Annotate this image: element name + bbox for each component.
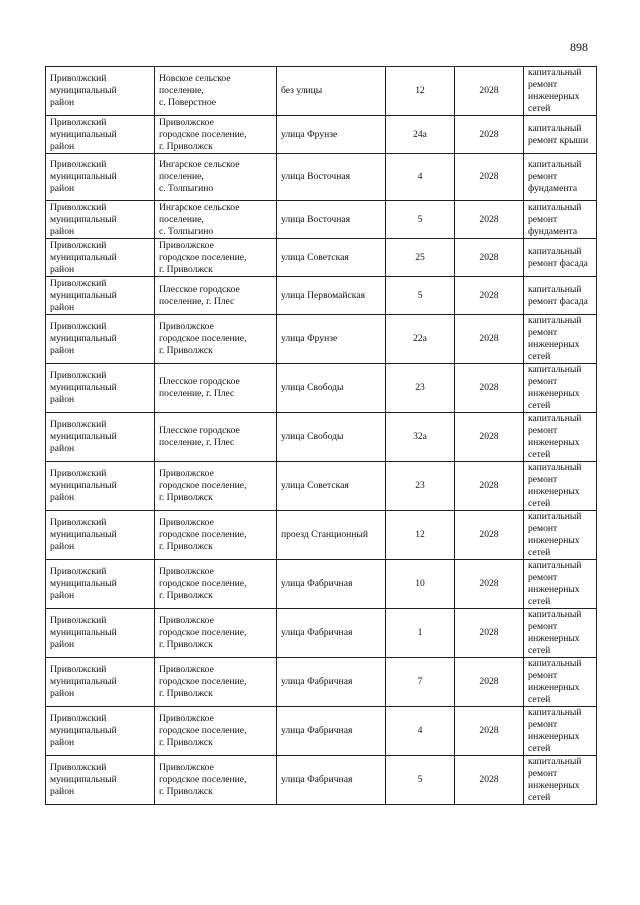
- settlement-cell: Приволжское городское поселение, г. Приволжск: [155, 511, 277, 560]
- table-row: [46, 462, 597, 511]
- street-cell: улица Советская: [277, 462, 386, 511]
- work-type-cell: капитальный ремонт фасада: [524, 277, 597, 315]
- year-cell: 2028: [455, 277, 524, 315]
- street-cell: улица Восточная: [277, 201, 386, 239]
- settlement-cell: Приволжское городское поселение, г. Приволжск: [155, 609, 277, 658]
- year-cell: 2028: [455, 413, 524, 462]
- house-number-cell: 5: [386, 756, 455, 805]
- work-type-cell: капитальный ремонт инженерных сетей: [524, 364, 597, 413]
- house-number-cell: 12: [386, 511, 455, 560]
- district-cell: Приволжский муниципальный район: [46, 413, 155, 462]
- work-type-cell: капитальный ремонт инженерных сетей: [524, 560, 597, 609]
- settlement-cell: Приволжское городское поселение, г. Приволжск: [155, 116, 277, 154]
- house-number-cell: 22а: [386, 315, 455, 364]
- house-number-cell: 5: [386, 277, 455, 315]
- table-row: [46, 116, 597, 154]
- year-cell: 2028: [455, 315, 524, 364]
- settlement-cell: Приволжское городское поселение, г. Приволжск: [155, 756, 277, 805]
- year-cell: 2028: [455, 756, 524, 805]
- house-number-cell: 32а: [386, 413, 455, 462]
- house-number-cell: 7: [386, 658, 455, 707]
- settlement-cell: Приволжское городское поселение, г. Приволжск: [155, 239, 277, 277]
- table-row: [46, 560, 597, 609]
- street-cell: проезд Станционный: [277, 511, 386, 560]
- street-cell: улица Свободы: [277, 364, 386, 413]
- table-row: [46, 413, 597, 462]
- street-cell: улица Советская: [277, 239, 386, 277]
- page-number: 898: [570, 40, 588, 54]
- year-cell: 2028: [455, 658, 524, 707]
- year-cell: 2028: [455, 511, 524, 560]
- work-type-cell: капитальный ремонт крыши: [524, 116, 597, 154]
- settlement-cell: Приволжское городское поселение, г. Приволжск: [155, 707, 277, 756]
- settlement-cell: Ингарское сельское поселение, с. Толпыгино: [155, 154, 277, 201]
- street-cell: улица Фабричная: [277, 707, 386, 756]
- table-row: [46, 609, 597, 658]
- street-cell: улица Восточная: [277, 154, 386, 201]
- work-type-cell: капитальный ремонт инженерных сетей: [524, 658, 597, 707]
- street-cell: улица Фабричная: [277, 560, 386, 609]
- district-cell: Приволжский муниципальный район: [46, 315, 155, 364]
- settlement-cell: Новское сельское поселение, с. Поверстное: [155, 67, 277, 116]
- house-number-cell: 23: [386, 364, 455, 413]
- district-cell: Приволжский муниципальный район: [46, 154, 155, 201]
- work-type-cell: капитальный ремонт инженерных сетей: [524, 315, 597, 364]
- table-row: [46, 201, 597, 239]
- year-cell: 2028: [455, 116, 524, 154]
- settlement-cell: Приволжское городское поселение, г. Приволжск: [155, 560, 277, 609]
- year-cell: 2028: [455, 707, 524, 756]
- house-number-cell: 23: [386, 462, 455, 511]
- work-type-cell: капитальный ремонт инженерных сетей: [524, 67, 597, 116]
- house-number-cell: 25: [386, 239, 455, 277]
- house-number-cell: 4: [386, 707, 455, 756]
- work-type-cell: капитальный ремонт фундамента: [524, 201, 597, 239]
- work-type-cell: капитальный ремонт инженерных сетей: [524, 707, 597, 756]
- work-type-cell: капитальный ремонт инженерных сетей: [524, 413, 597, 462]
- district-cell: Приволжский муниципальный район: [46, 277, 155, 315]
- settlement-cell: Приволжское городское поселение, г. Приволжск: [155, 462, 277, 511]
- street-cell: улица Фабричная: [277, 609, 386, 658]
- street-cell: улица Фрунзе: [277, 315, 386, 364]
- year-cell: 2028: [455, 201, 524, 239]
- district-cell: Приволжский муниципальный район: [46, 201, 155, 239]
- district-cell: Приволжский муниципальный район: [46, 511, 155, 560]
- street-cell: без улицы: [277, 67, 386, 116]
- table-row: [46, 364, 597, 413]
- house-number-cell: 24а: [386, 116, 455, 154]
- table-row: [46, 67, 597, 116]
- repair-schedule-table: [45, 66, 597, 805]
- year-cell: 2028: [455, 154, 524, 201]
- year-cell: 2028: [455, 364, 524, 413]
- work-type-cell: капитальный ремонт инженерных сетей: [524, 756, 597, 805]
- street-cell: улица Фабричная: [277, 658, 386, 707]
- year-cell: 2028: [455, 239, 524, 277]
- year-cell: 2028: [455, 609, 524, 658]
- district-cell: Приволжский муниципальный район: [46, 67, 155, 116]
- district-cell: Приволжский муниципальный район: [46, 707, 155, 756]
- settlement-cell: Приволжское городское поселение, г. Приволжск: [155, 658, 277, 707]
- table-row: [46, 315, 597, 364]
- work-type-cell: капитальный ремонт фасада: [524, 239, 597, 277]
- table-row: [46, 658, 597, 707]
- district-cell: Приволжский муниципальный район: [46, 560, 155, 609]
- street-cell: улица Свободы: [277, 413, 386, 462]
- district-cell: Приволжский муниципальный район: [46, 116, 155, 154]
- table-row: [46, 756, 597, 805]
- district-cell: Приволжский муниципальный район: [46, 609, 155, 658]
- street-cell: улица Первомайская: [277, 277, 386, 315]
- street-cell: улица Фабричная: [277, 756, 386, 805]
- table-row: [46, 277, 597, 315]
- year-cell: 2028: [455, 67, 524, 116]
- street-cell: улица Фрунзе: [277, 116, 386, 154]
- settlement-cell: Плесское городское поселение, г. Плес: [155, 277, 277, 315]
- district-cell: Приволжский муниципальный район: [46, 756, 155, 805]
- settlement-cell: Приволжское городское поселение, г. Приволжск: [155, 315, 277, 364]
- year-cell: 2028: [455, 462, 524, 511]
- district-cell: Приволжский муниципальный район: [46, 658, 155, 707]
- district-cell: Приволжский муниципальный район: [46, 239, 155, 277]
- settlement-cell: Плесское городское поселение, г. Плес: [155, 364, 277, 413]
- house-number-cell: 12: [386, 67, 455, 116]
- table-row: [46, 154, 597, 201]
- table-row: [46, 239, 597, 277]
- work-type-cell: капитальный ремонт инженерных сетей: [524, 609, 597, 658]
- table-row: [46, 511, 597, 560]
- work-type-cell: капитальный ремонт инженерных сетей: [524, 462, 597, 511]
- district-cell: Приволжский муниципальный район: [46, 462, 155, 511]
- work-type-cell: капитальный ремонт инженерных сетей: [524, 511, 597, 560]
- year-cell: 2028: [455, 560, 524, 609]
- house-number-cell: 5: [386, 201, 455, 239]
- house-number-cell: 4: [386, 154, 455, 201]
- house-number-cell: 1: [386, 609, 455, 658]
- settlement-cell: Плесское городское поселение, г. Плес: [155, 413, 277, 462]
- table-row: [46, 707, 597, 756]
- house-number-cell: 10: [386, 560, 455, 609]
- work-type-cell: капитальный ремонт фундамента: [524, 154, 597, 201]
- district-cell: Приволжский муниципальный район: [46, 364, 155, 413]
- settlement-cell: Ингарское сельское поселение, с. Толпыгино: [155, 201, 277, 239]
